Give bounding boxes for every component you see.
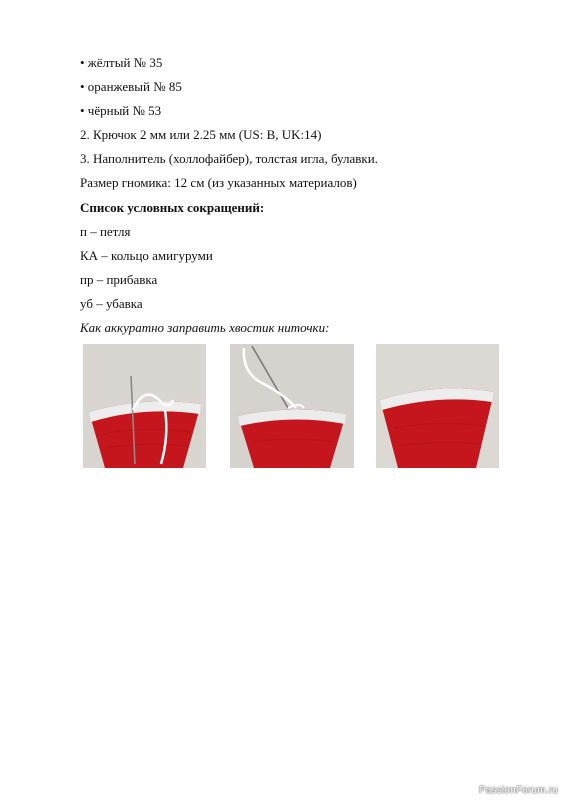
material-black: • чёрный № 53 [80, 103, 162, 118]
abbreviation-item: пр – прибавка [80, 272, 158, 287]
hook-item: 2. Крючок 2 мм или 2.25 мм (US: B, UK:14) [80, 127, 322, 142]
photo-step-3 [376, 344, 499, 468]
crochet-cone-image [83, 344, 206, 468]
photo-caption: Как аккуратно заправить хвостик ниточки: [80, 320, 330, 335]
abbreviation-item: уб – убавка [80, 296, 143, 311]
abbreviations-heading: Список условных сокращений: [80, 200, 265, 215]
material-yellow: • жёлтый № 35 [80, 55, 163, 70]
crochet-cone-image [376, 344, 499, 468]
filler-item: 3. Наполнитель (холлофайбер), толстая игла, булавки. [80, 151, 378, 166]
size-note: Размер гномика: 12 см (из указанных материалов) [80, 175, 357, 190]
photo-step-2 [230, 344, 354, 468]
abbreviation-item: КА – кольцо амигуруми [80, 248, 213, 263]
material-orange: • оранжевый № 85 [80, 79, 182, 94]
crochet-cone-image [230, 344, 354, 468]
abbreviation-item: п – петля [80, 224, 131, 239]
photo-step-1 [83, 344, 206, 468]
watermark: PassionForum.ru [478, 785, 558, 796]
